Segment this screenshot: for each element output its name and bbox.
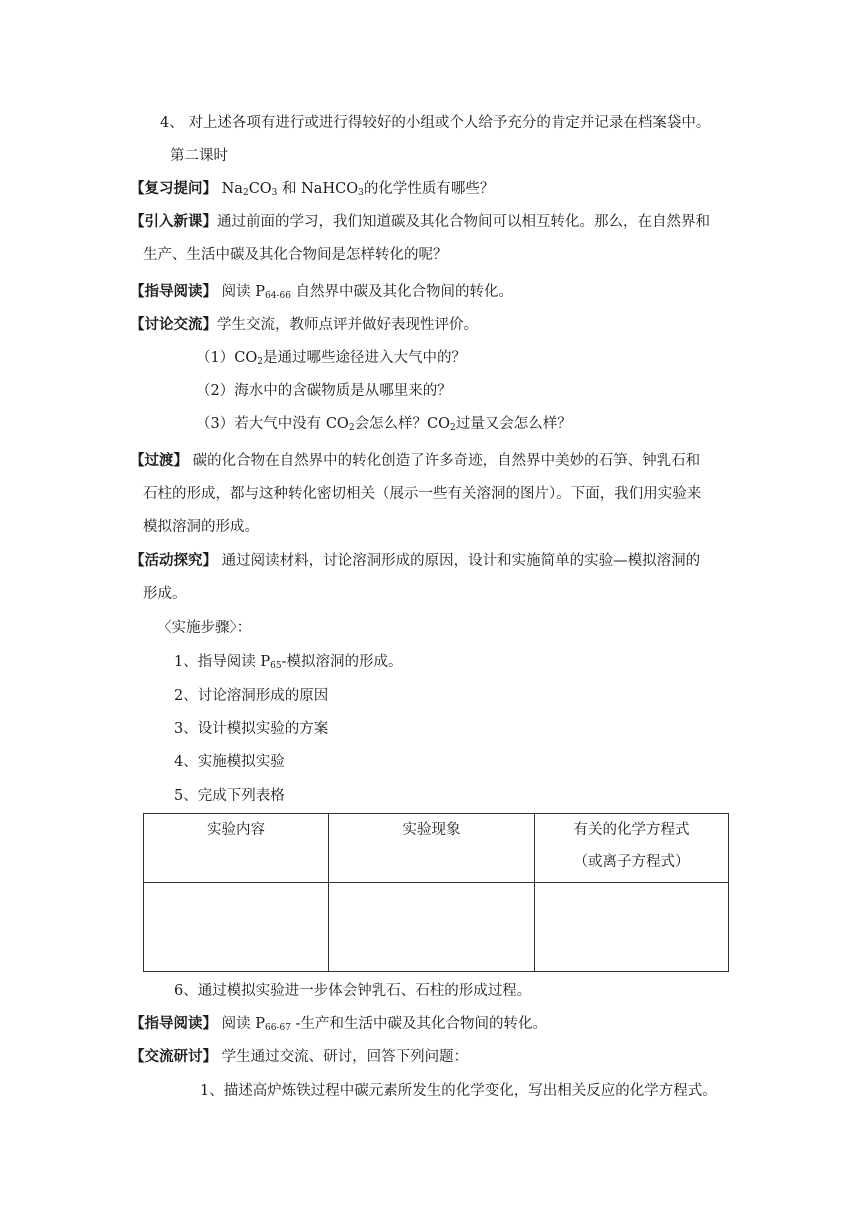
table-header-row <box>144 814 729 883</box>
guided-reading: 【指导阅读】 阅读 $P_{64-66}$ 自然界中碳及其化合物间的转化。 <box>130 284 514 301</box>
table-cell[interactable] <box>144 883 329 972</box>
step-2: 2、讨论溶洞形成的原因 <box>174 688 329 704</box>
step-4: 4、实施模拟实验 <box>174 754 285 770</box>
paragraph-point-4: 4、 对上述各项有进行或进行得较好的小组或个人给予充分的肯定并记录在档案袋中。 <box>160 115 711 131</box>
steps-title: 〈实施步骤〉： <box>157 620 252 636</box>
section-tag: 【指导阅读】 <box>130 1016 217 1032</box>
research-question-1: 1、描述高炉炼铁过程中碳元素所发生的化学变化，写出相关反应的化学方程式。 <box>200 1083 717 1099</box>
question-3: （3）若大气中没有 $CO_2$会怎么样？$CO_2$过量又会怎么样？ <box>196 416 572 433</box>
table-row <box>144 883 729 972</box>
step-6: 6、通过模拟实验进一步体会钟乳石、石柱的形成过程。 <box>174 983 532 999</box>
section-tag: 【过渡】 <box>130 453 188 469</box>
section-tag: 【交流研讨】 <box>130 1049 217 1065</box>
step-1: 1、指导阅读 $P_{65}-$模拟溶洞的形成。 <box>174 654 403 671</box>
question-2: （2）海水中的含碳物质是从哪里来的？ <box>196 383 452 399</box>
activity-inquiry: 【活动探究】 通过阅读材料，讨论溶洞形成的原因，设计和实施简单的实验—模拟溶洞的 <box>130 553 701 569</box>
section-tag: 【引入新课】 <box>130 214 217 230</box>
experiment-table <box>143 813 729 972</box>
transition: 【过渡】 碳的化合物在自然界中的转化创造了许多奇迹，自然界中美妙的石笋、钟乳石和 <box>130 453 701 469</box>
exchange-discussion: 【交流研讨】 学生通过交流、研讨，回答下列问题： <box>130 1049 469 1065</box>
activity-inquiry-cont: 形成。 <box>143 586 187 602</box>
step-3: 3、设计模拟实验的方案 <box>174 721 329 737</box>
table-cell[interactable] <box>329 883 535 972</box>
table-cell[interactable] <box>535 883 729 972</box>
header-phenomenon: 实验现象 <box>329 814 535 883</box>
transition-cont-2: 模拟溶洞的形成。 <box>143 519 259 535</box>
review-question: 【复习提问】 $Na_2CO_3$ 和 NaHCO$_3$的化学性质有哪些？ <box>130 181 495 198</box>
lesson-heading: 第二课时 <box>170 148 228 164</box>
intro-paragraph: 【引入新课】通过前面的学习，我们知道碳及其化合物间可以相互转化。那么，在自然界和 <box>130 214 710 230</box>
discussion: 【讨论交流】学生交流，教师点评并做好表现性评价。 <box>130 317 478 333</box>
section-tag: 【讨论交流】 <box>130 317 217 333</box>
section-tag: 【活动探究】 <box>130 553 217 569</box>
header-content: 实验内容 <box>144 814 329 883</box>
question-1: $(1)CO_2$是通过哪些途径进入大气中的？ <box>196 350 466 367</box>
guided-reading-2: 【指导阅读】 阅读 $P_{66-67}$ -生产和生活中碳及其化合物间的转化。 <box>130 1016 547 1033</box>
section-tag: 【复习提问】 <box>130 181 217 197</box>
transition-cont-1: 石柱的形成，都与这种转化密切相关（展示一些有关溶洞的图片）。下面，我们用实验来 <box>143 486 702 502</box>
header-equation: 有关的化学方程式 （或离子方程式） <box>535 814 729 883</box>
step-5: 5、完成下列表格 <box>174 788 285 804</box>
section-tag: 【指导阅读】 <box>130 284 217 300</box>
intro-paragraph-cont: 生产、生活中碳及其化合物间是怎样转化的呢？ <box>143 247 448 263</box>
